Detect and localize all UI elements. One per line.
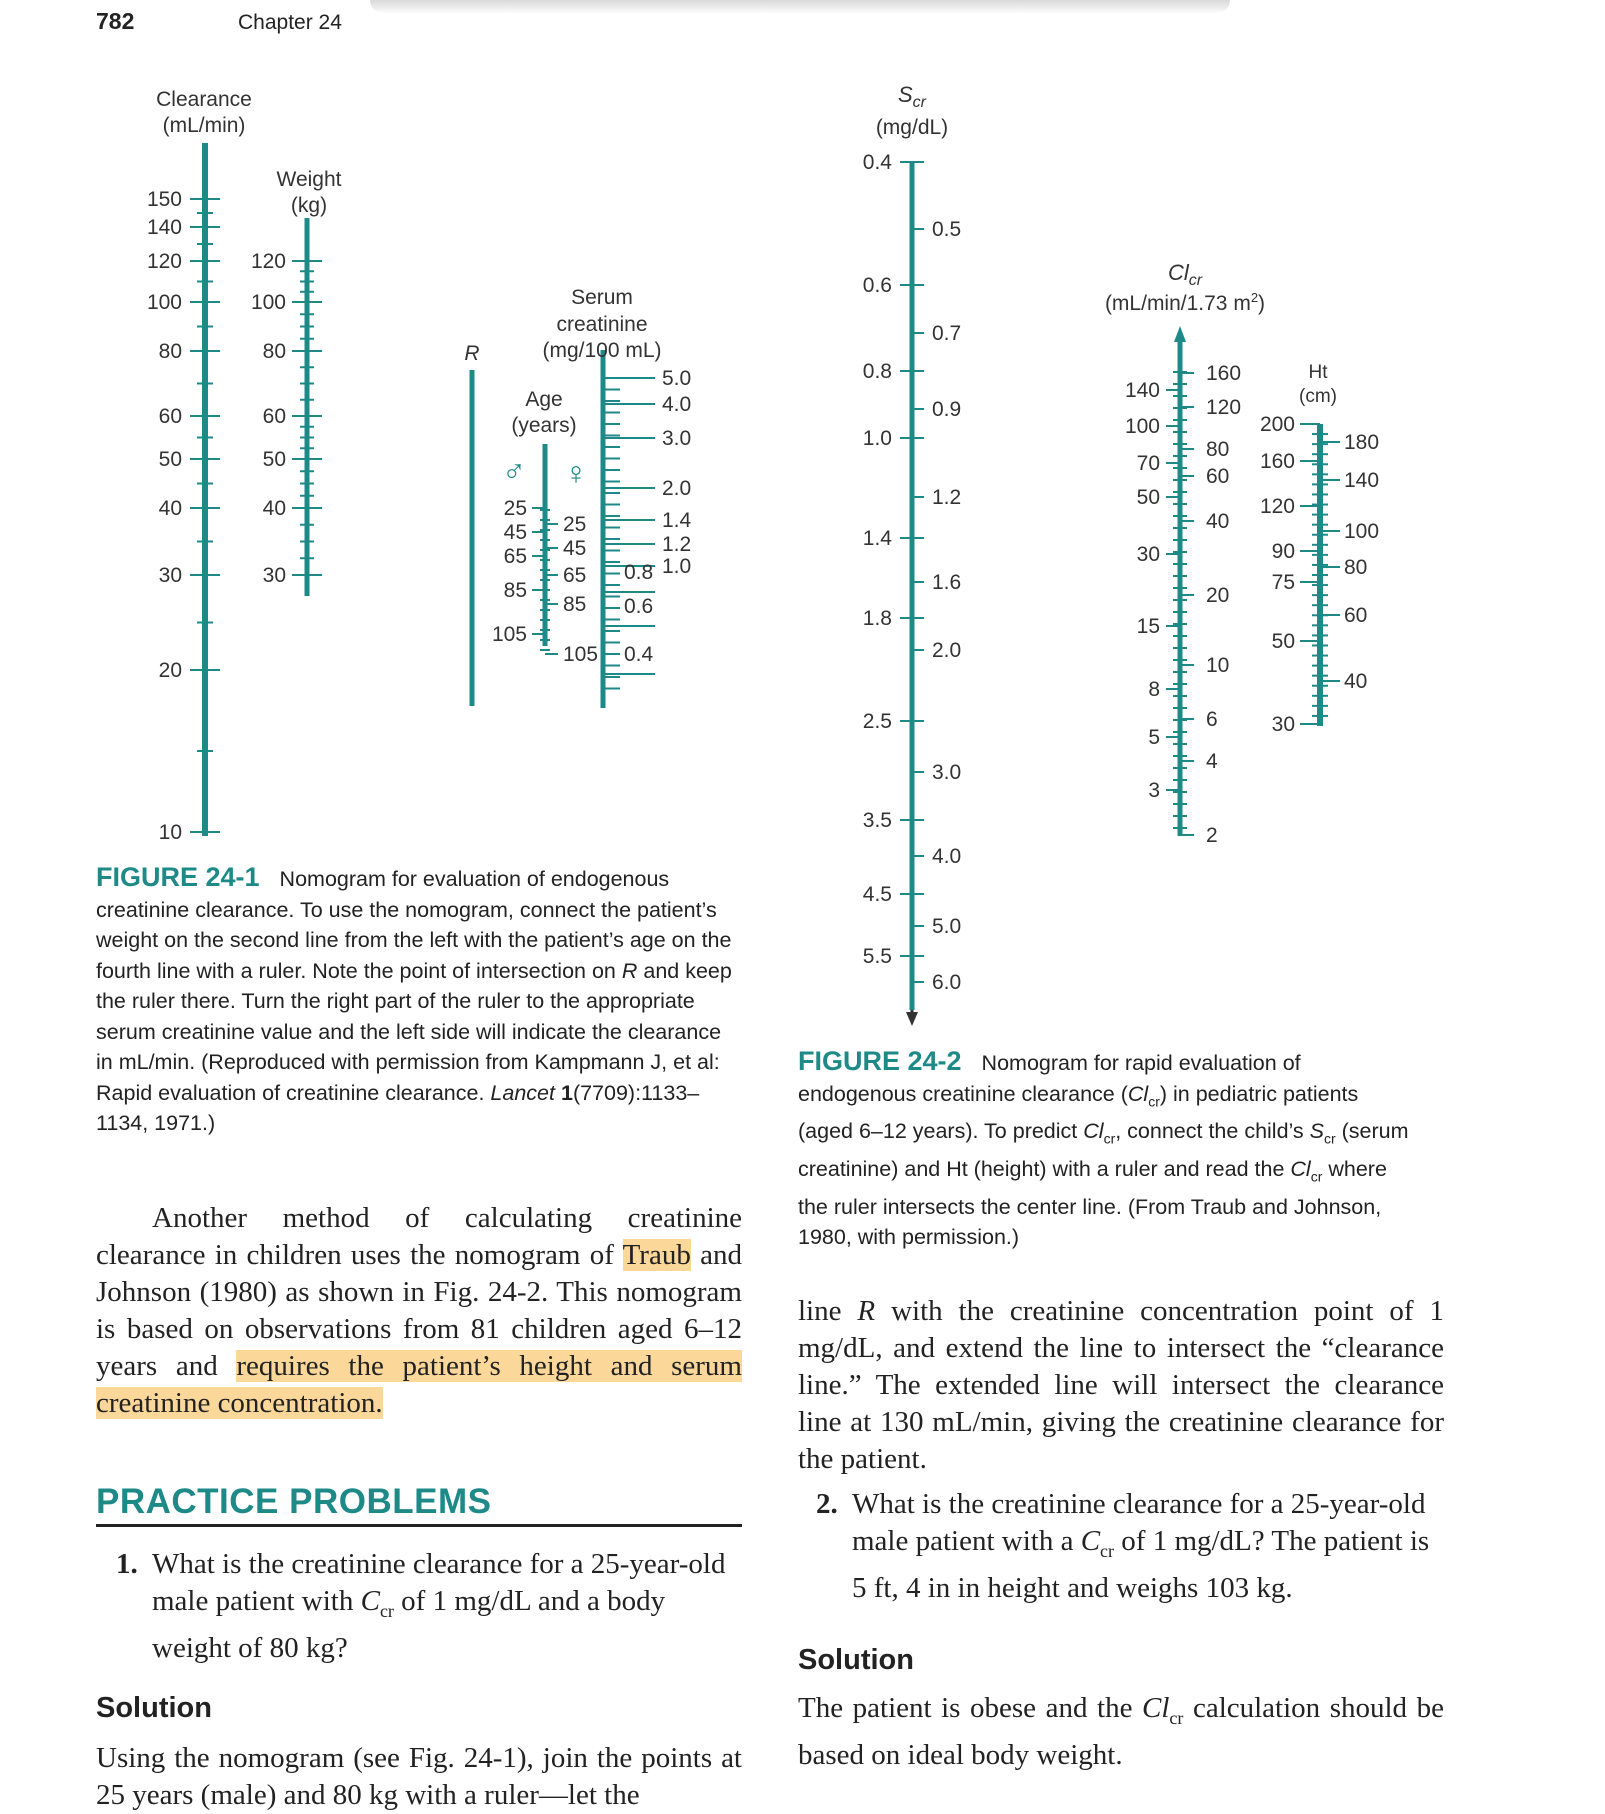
clcr-axis-unit: (mL/min/1.73 $m^2$) xyxy=(1104,290,1266,315)
age-axis-title: Age xyxy=(525,388,563,411)
ht-label: 75 xyxy=(1271,571,1295,594)
highlight-requires: requires the patient’s height and serum creatinine concentration. xyxy=(96,1350,742,1419)
age-male-label: 25 xyxy=(503,497,527,520)
clearance-label: 100 xyxy=(146,291,182,314)
clcr-label: 4 xyxy=(1206,750,1218,773)
clearance-label: 40 xyxy=(158,497,182,520)
weight-label: 30 xyxy=(262,564,286,587)
serum-label: 1.2 xyxy=(662,533,692,556)
figure-24-2-caption: FIGURE 24-2 Nomogram for rapid evaluation of endogenous creatinine clearance $(Cl_{cr})$ in pediatric patients (aged 6–12 years). To predict $Cl_{cr}$, connect the child’s $S_{cr}$ (serum creatinine) and Ht (height) with a ruler and read the $Cl_{cr}$ where the ruler intersects the center line. (From Traub and Johnson, 1980, with permission.) xyxy=(798,1046,1409,1250)
serum-label: 3.0 xyxy=(662,427,692,450)
serum-label: 1.0 xyxy=(662,555,692,578)
age-female-label: 85 xyxy=(563,593,587,616)
practice-problems-heading: PRACTICE PROBLEMS xyxy=(96,1482,742,1527)
weight-label: 60 xyxy=(262,405,286,428)
clearance-label: 50 xyxy=(158,448,182,471)
scr-label: 0.6 xyxy=(862,274,892,297)
ht-axis-title: Ht xyxy=(1308,362,1328,383)
r-axis-title: R xyxy=(464,342,480,365)
clcr-label: 15 xyxy=(1136,615,1160,638)
scr-label: 2.0 xyxy=(932,639,962,662)
body-paragraph-right: line R with the creatinine concentration point of 1 mg/dL, and extend the line to intersect the “clearance line.” The extended line will intersect the clearance line at 130 mL/min, giving the creatinine clearance for the patient. xyxy=(798,1295,1444,1475)
practice-problem-2: 2. What is the creatinine clearance for a 25-year-old male patient with a $C_{cr}$ of 1 mg/dL? The patient is 5 ft, 4 in in height and weighs 103 kg. xyxy=(816,1488,1430,1604)
age-female-label: 105 xyxy=(563,643,599,666)
scr-label: 0.5 xyxy=(932,218,962,241)
scr-label: 3.5 xyxy=(862,809,892,832)
clearance-label: 120 xyxy=(146,250,182,273)
scr-axis-unit: (mg/dL) xyxy=(875,116,949,139)
scr-label: 1.0 xyxy=(862,427,892,450)
clcr-label: 40 xyxy=(1206,510,1230,533)
serum-label: 1.4 xyxy=(662,509,692,532)
chapter-label: Chapter 24 xyxy=(238,11,342,34)
scr-label: 5.5 xyxy=(862,945,892,968)
figure-24-2-nomogram xyxy=(830,60,1390,1040)
clcr-label: 2 xyxy=(1206,824,1218,847)
highlight-traub: Traub xyxy=(622,1239,691,1271)
weight-axis-unit: (kg) xyxy=(290,194,328,217)
scr-label: 4.0 xyxy=(932,845,962,868)
scr-label: 0.7 xyxy=(932,322,962,345)
clcr-label: 3 xyxy=(1148,779,1160,802)
clearance-label: 80 xyxy=(158,340,182,363)
age-male-label: 45 xyxy=(503,521,527,544)
age-female-label: 25 xyxy=(563,513,587,536)
age-female-label: 65 xyxy=(563,564,587,587)
figure-24-1-nomogram xyxy=(0,0,800,860)
age-axis-unit: (years) xyxy=(511,414,577,437)
clcr-label: 160 xyxy=(1206,362,1242,385)
clearance-label: 140 xyxy=(146,216,182,239)
clcr-label: 50 xyxy=(1136,486,1160,509)
scr-axis-title: $S_{cr}$ xyxy=(897,82,927,111)
serum-axis-title-2: creatinine xyxy=(556,313,648,336)
serum-axis-title: Serum xyxy=(571,286,633,309)
scr-label: 3.0 xyxy=(932,761,962,784)
scr-label: 5.0 xyxy=(932,915,962,938)
clcr-label: 10 xyxy=(1206,654,1230,677)
clcr-axis-title: $Cl_{cr}$ xyxy=(1167,260,1203,289)
weight-label: 40 xyxy=(262,497,286,520)
age-female-label: 45 xyxy=(563,537,587,560)
age-male-label: 65 xyxy=(503,545,527,568)
male-symbol: ♂ xyxy=(502,453,526,489)
serum-label: 0.4 xyxy=(624,643,654,666)
clcr-label: 30 xyxy=(1136,543,1160,566)
weight-label: 80 xyxy=(262,340,286,363)
scr-label: 1.2 xyxy=(932,486,962,509)
clcr-label: 20 xyxy=(1206,584,1230,607)
scr-label: 0.4 xyxy=(862,151,892,174)
ht-label: 50 xyxy=(1271,630,1295,653)
clearance-axis-unit: (mL/min) xyxy=(162,114,246,137)
clearance-axis-title: Clearance xyxy=(156,88,252,111)
ht-label: 180 xyxy=(1344,431,1380,454)
ht-label: 90 xyxy=(1271,540,1295,563)
clearance-label: 30 xyxy=(158,564,182,587)
weight-axis-title: Weight xyxy=(276,168,342,191)
scr-label: 2.5 xyxy=(862,710,892,733)
solution-1-text: Using the nomogram (see Fig. 24-1), join the points at 25 years (male) and 80 kg with a ruler—let the xyxy=(96,1742,742,1811)
solution-2-heading: Solution xyxy=(798,1644,914,1676)
serum-label: 0.8 xyxy=(624,561,654,584)
clcr-label: 140 xyxy=(1124,379,1160,402)
serum-label: 4.0 xyxy=(662,393,692,416)
scr-label: 6.0 xyxy=(932,971,962,994)
clcr-label: 6 xyxy=(1206,708,1218,731)
ht-label: 80 xyxy=(1344,556,1368,579)
scr-label: 1.4 xyxy=(862,527,892,550)
page-number: 782 xyxy=(96,8,135,34)
clearance-label: 10 xyxy=(158,821,182,844)
clearance-label: 60 xyxy=(158,405,182,428)
ht-label: 30 xyxy=(1271,713,1295,736)
clearance-label: 150 xyxy=(146,188,182,211)
female-symbol: ♀ xyxy=(564,455,588,491)
clcr-label: 70 xyxy=(1136,452,1160,475)
figure-24-1-caption: FIGURE 24-1 Nomogram for evaluation of endogenous creatinine clearance. To use the nomogram, connect the patient’s weight on the second line from the left with the patient’s age on the fourth line with a ruler. Note the point of intersection on R and keep the ruler there. Turn the right part of the ruler to the appropriate serum creatinine value and the left side will indicate the clearance in mL/min. (Reproduced with permission from Kampmann J, et al: Rapid evaluation of creatinine clearance. Lancet 1(7709):1133–1134, 1971.) xyxy=(96,862,732,1135)
ht-label: 200 xyxy=(1259,413,1295,436)
clearance-label: 20 xyxy=(158,659,182,682)
scr-label: 0.8 xyxy=(862,360,892,383)
ht-label: 40 xyxy=(1344,670,1368,693)
clcr-label: 5 xyxy=(1148,726,1160,749)
ht-label: 140 xyxy=(1344,469,1380,492)
ht-label: 100 xyxy=(1344,520,1380,543)
serum-label: 0.6 xyxy=(624,595,654,618)
scr-label: 1.8 xyxy=(862,607,892,630)
clcr-label: 120 xyxy=(1206,396,1242,419)
figure-24-2-label: FIGURE 24-2 xyxy=(798,1046,962,1076)
age-male-label: 85 xyxy=(503,579,527,602)
clcr-label: 100 xyxy=(1124,415,1160,438)
body-paragraph-traub: Another method of calculating creatinine clearance in children uses the nomogram of Traub and Johnson (1980) as shown in Fig. 24-2. This nomogram is based on observations from 81 children aged 6–12 years and requires the patient’s height and serum creatinine concentration. xyxy=(96,1202,742,1419)
scr-label: 1.6 xyxy=(932,571,962,594)
weight-label: 120 xyxy=(250,250,286,273)
practice-problem-1: 1. What is the creatinine clearance for a 25-year-old male patient with $C_{cr}$ of 1 mg/dL and a body weight of 80 kg? xyxy=(116,1548,726,1664)
ht-label: 160 xyxy=(1259,450,1295,473)
clcr-label: 80 xyxy=(1206,438,1230,461)
ht-label: 60 xyxy=(1344,604,1368,627)
ht-label: 120 xyxy=(1259,495,1295,518)
figure-24-1-label: FIGURE 24-1 xyxy=(96,862,260,892)
clcr-label: 60 xyxy=(1206,465,1230,488)
ht-axis-unit: (cm) xyxy=(1299,386,1337,407)
age-male-label: 105 xyxy=(491,623,527,646)
serum-axis-unit: (mg/100 mL) xyxy=(542,339,662,362)
scr-label: 4.5 xyxy=(862,883,892,906)
weight-label: 100 xyxy=(250,291,286,314)
solution-1-heading: Solution xyxy=(96,1692,212,1724)
scr-label: 0.9 xyxy=(932,398,962,421)
solution-2-text: The patient is obese and the $Cl_{cr}$ calculation should be based on ideal body weight. xyxy=(798,1692,1444,1771)
serum-label: 5.0 xyxy=(662,367,692,390)
serum-label: 2.0 xyxy=(662,477,692,500)
clcr-label: 8 xyxy=(1148,678,1160,701)
weight-label: 50 xyxy=(262,448,286,471)
